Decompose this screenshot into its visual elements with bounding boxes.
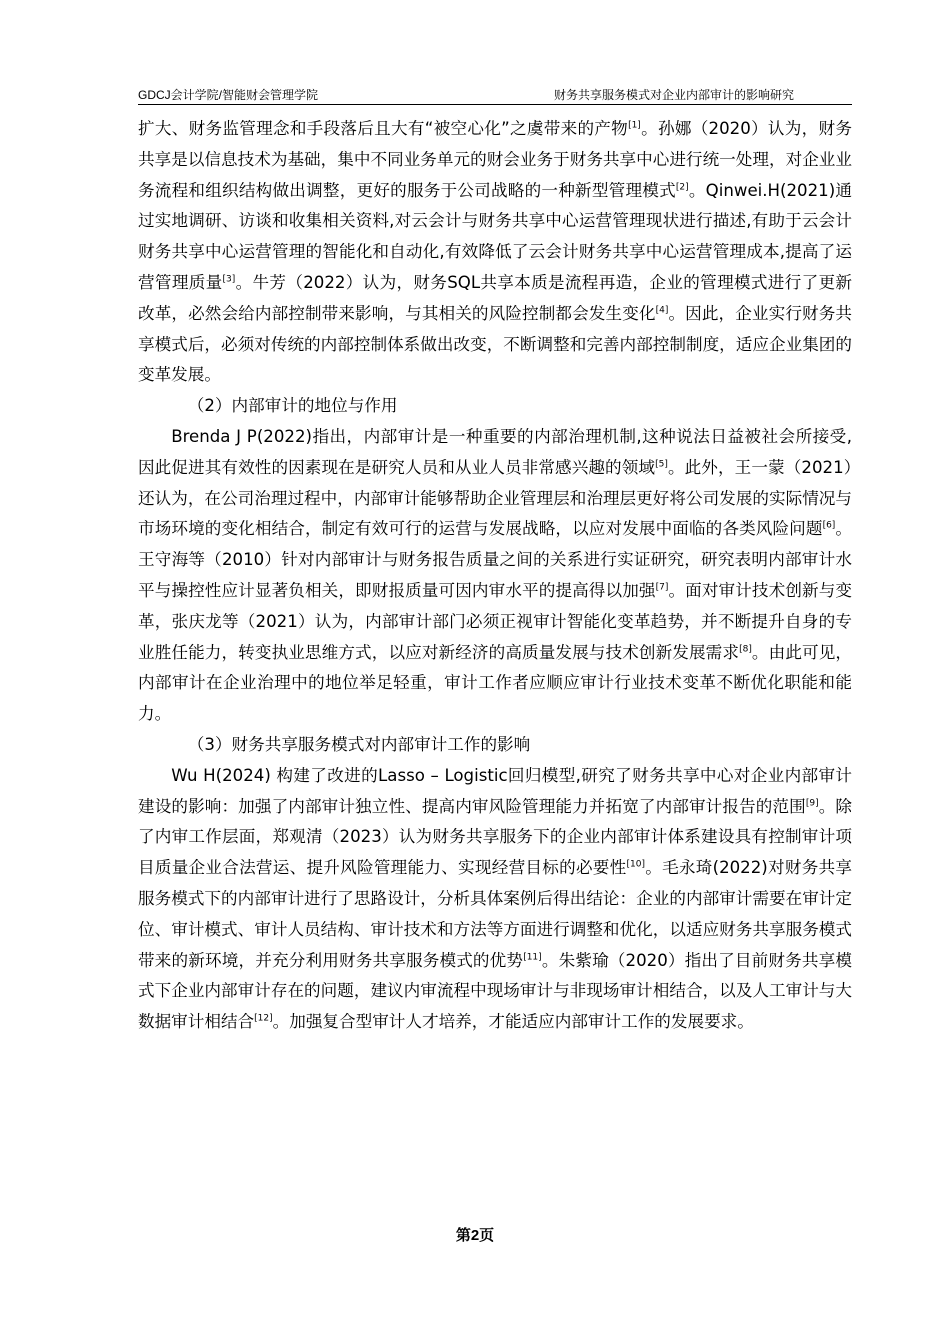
text-run: 。面对审计技术创新与变革，张庆龙等（2021）认为，内部审计部门必须正视审计智能化变革趋势，并不断提升自身的专业胜任能力，转变执业思维方式，以应对新经济的高质量发展与技术创新发展需求 (138, 580, 853, 662)
page-header (138, 84, 852, 105)
paragraph-continued (138, 114, 852, 391)
text-run: 。王守海等（2010）针对内部审计与财务报告质量之间的关系进行实证研究，研究表明内部审计水平与操控性应计显著负相关，即财报质量可因内审水平的提高得以加强 (138, 519, 853, 600)
text-run: 。因此，企业实行财务共享模式后，必须对传统的内部控制体系做出改变，不断调整和完善内部控制制度，适应企业集团的变革发展。 (138, 303, 853, 385)
citation-ref: [1] (628, 120, 641, 131)
text-run: （2）内部审计的地位与作用 (187, 396, 398, 416)
text-run: 。由此可见，内部审计在企业治理中的地位举足轻重，审计工作者应顺应审计行业技术变革不断优化职能和能力。 (138, 642, 853, 724)
text-run: 。除了内审工作层面，郑观清（2023）认为财务共享服务下的企业内部审计体系建设具有控制审计项目质量企业合法营运、提升风险管理能力、实现经营目标的必要性 (138, 796, 853, 878)
text-run: 扩大、财务监管理念和手段落后且大有“被空心化”之虞带来的产物 (138, 119, 629, 138)
citation-ref: [7] (655, 582, 669, 593)
citation-ref: [5] (655, 459, 668, 470)
text-run: 。孙娜（2020）认为，财务共享是以信息技术为基础，集中不同业务单元的财会业务于财务共享中心进行统一处理，对企业业务流程和组织结构做出调整，更好的服务于公司战略的一种新型管理模式 (138, 119, 852, 200)
section-heading-2 (138, 391, 852, 422)
page-number: 第2页 (455, 1227, 495, 1244)
page-body (138, 114, 852, 1038)
text-run: 。加强复合型审计人才培养，才能适应内部审计工作的发展要求。 (272, 1012, 754, 1032)
text-run: 。牛芳（2022）认为，财务SQL共享本质是流程再造，企业的管理模式进行了更新改革，必然会给内部控制带来影响，与其相关的风险控制都会发生变化 (138, 272, 853, 323)
citation-ref: [3] (222, 274, 236, 285)
header-right-text: 财务共享服务模式对企业内部审计的影响研究 (553, 88, 794, 102)
paragraph-shared-service-impact (138, 761, 852, 1038)
citation-ref: [6] (822, 520, 836, 531)
citation-ref: [11] (523, 951, 542, 962)
text-run: Wu H(2024) 构建了改进的Lasso – Logistic回归模型,研究了财务共享中心对企业内部审计建设的影响：加强了内部审计独立性、提高内审风险管理能力并拓宽了内部审计报告的范围 (138, 765, 852, 816)
header-left-text: GDCJ会计学院/智能财会管理学院 (138, 88, 319, 102)
text-run: （3）财务共享服务模式对内部审计工作的影响 (187, 734, 531, 754)
text-run: 。此外，王一蒙（2021）还认为，在公司治理过程中，内部审计能够帮助企业管理层和治理层更好将公司发展的实际情况与市场环境的变化相结合，制定有效可行的运营与发展战略，以应对发展中面临的各类风险问题 (138, 457, 853, 539)
text-run: 。Qinwei.H(2021)通过实地调研、访谈和收集相关资料,对云会计与财务共享中心运营管理现状进行描述,有助于云会计财务共享中心运营管理的智能化和自动化,有效降低了云会计财务共享中心运营管理成本,提高了运营管理质量 (138, 180, 852, 292)
citation-ref: [4] (655, 305, 669, 316)
section-heading-3 (138, 730, 852, 761)
citation-ref: [12] (254, 1013, 273, 1024)
text-run: 。朱紫瑜（2020）指出了目前财务共享模式下企业内部审计存在的问题，建议内审流程中现场审计与非现场审计相结合，以及人工审计与大数据审计相结合 (138, 950, 853, 1032)
paragraph-internal-audit-role (138, 422, 852, 730)
citation-ref: [10] (626, 859, 645, 870)
citation-ref: [9] (805, 798, 819, 808)
citation-ref: [2] (675, 182, 689, 193)
text-run: 。毛永琦(2022)对财务共享服务模式下的内部审计进行了思路设计，分析具体案例后得出结论：企业的内部审计需要在审计定位、审计模式、审计人员结构、审计技术和方法等方面进行调整和优化，以适应财务共享服务模式带来的新环境，并充分利用财务共享服务模式的优势 (138, 858, 852, 970)
citation-ref: [8] (739, 644, 752, 655)
text-run: Brenda J P(2022)指出，内部审计是一种重要的内部治理机制,这种说法日益被社会所接受,因此促进其有效性的因素现在是研究人员和从业人员非常感兴趣的领域 (138, 426, 852, 477)
